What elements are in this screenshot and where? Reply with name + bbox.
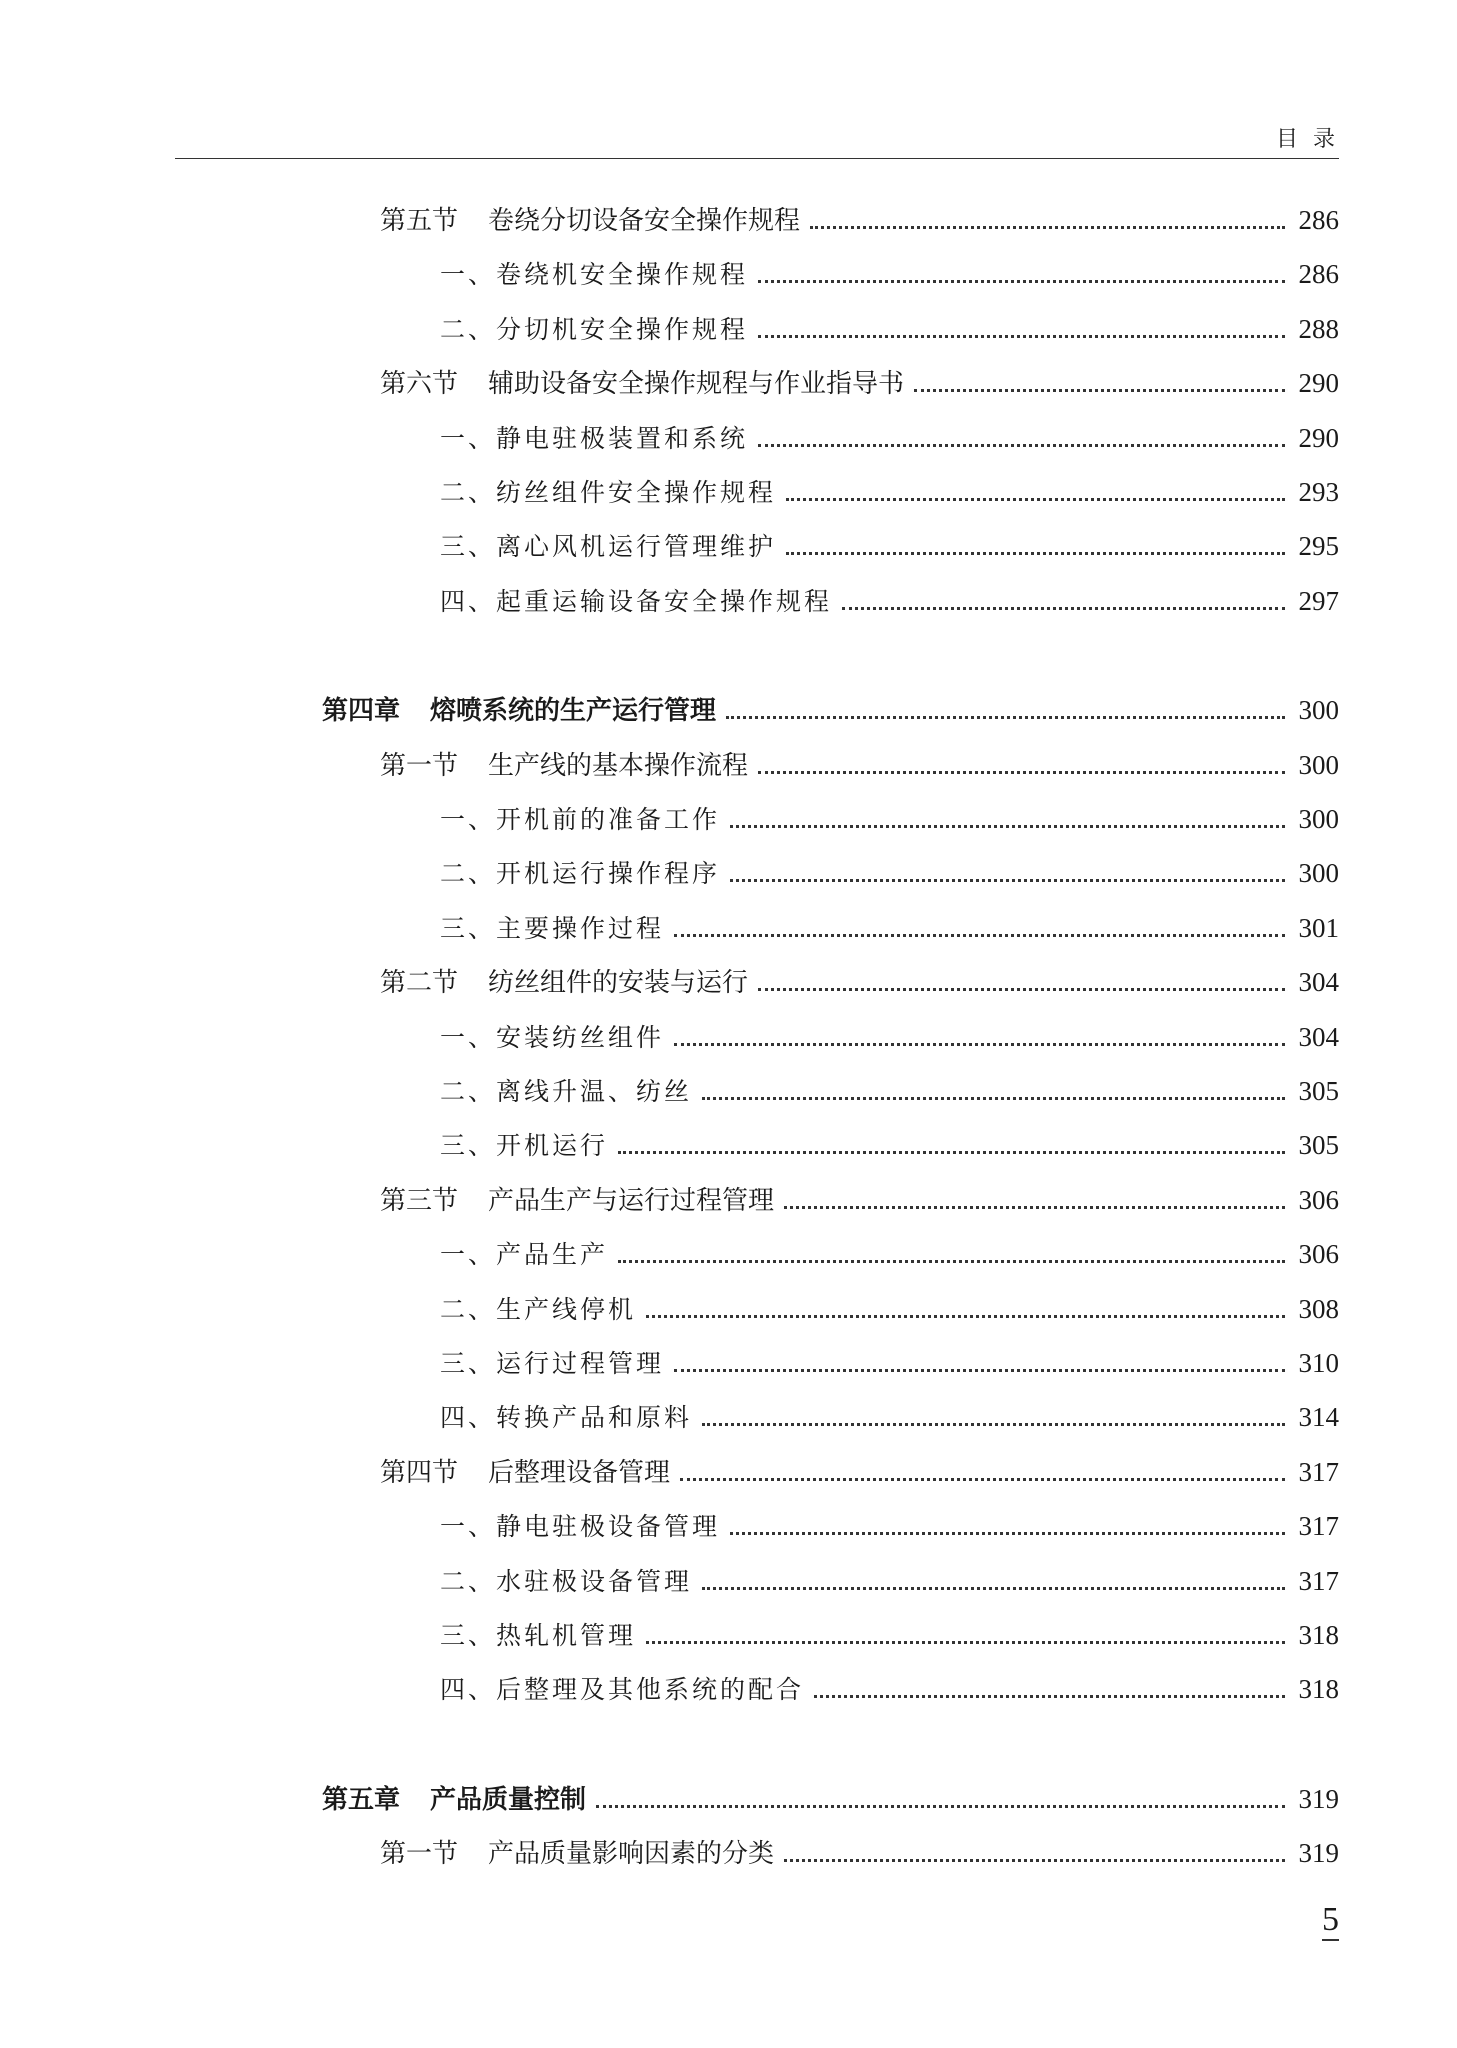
- toc-entry-section[interactable]: [380, 965, 1339, 999]
- dot-leader: [730, 879, 1285, 882]
- dot-leader: [786, 552, 1285, 555]
- toc-entry-title: 二、纺丝组件安全操作规程: [440, 478, 777, 507]
- toc-entry-label: [440, 1565, 692, 1599]
- toc-entry-title: 三、开机运行: [440, 1131, 609, 1161]
- toc-entry-section[interactable]: [380, 1455, 1339, 1489]
- toc-entry-title: 纺丝组件的安装与运行: [488, 968, 749, 999]
- toc-entry-title: 三、运行过程管理: [440, 1349, 665, 1378]
- toc-entry-item[interactable]: [440, 1292, 1339, 1326]
- toc-entry-label: [380, 204, 800, 238]
- toc-entry-title: 一、静电驻极设备管理: [440, 1512, 721, 1542]
- toc-entry-title: 四、转换产品和原料: [440, 1403, 693, 1433]
- toc-entry-page: 319: [1298, 1838, 1339, 1869]
- dot-leader: [702, 1097, 1285, 1100]
- toc-entry-page: 300: [1298, 858, 1339, 889]
- toc-entry-label: [380, 966, 748, 1000]
- toc-entry-label: [322, 1783, 586, 1817]
- toc-entry-label: [440, 1238, 608, 1272]
- toc-entry-item[interactable]: [440, 529, 1339, 563]
- toc-entry-title: 产品质量影响因素的分类: [488, 1839, 775, 1870]
- toc-entry-title: 一、静电驻极装置和系统: [440, 423, 749, 453]
- toc-entry-label: [380, 1456, 670, 1490]
- toc-entry-item[interactable]: [440, 1618, 1339, 1652]
- toc-entry-title: 三、离心风机运行管理维护: [440, 532, 777, 562]
- toc-entry-title: 二、开机运行操作程序: [440, 859, 721, 889]
- toc-entry-page: 317: [1298, 1511, 1339, 1542]
- toc-entry-title: 三、主要操作过程: [440, 913, 665, 943]
- toc-entry-label: [440, 1619, 636, 1653]
- dot-leader: [702, 1587, 1285, 1590]
- toc-entry-item[interactable]: [440, 257, 1339, 291]
- dot-leader: [842, 607, 1285, 610]
- toc-entry-title: 卷绕分切设备安全操作规程: [488, 206, 801, 236]
- dot-leader: [784, 1859, 1285, 1862]
- toc-entry-page: 318: [1298, 1620, 1339, 1650]
- toc-entry-item[interactable]: [440, 1672, 1339, 1706]
- toc-entry-title: 二、分切机安全操作规程: [440, 314, 749, 344]
- dot-leader: [786, 498, 1285, 501]
- toc-entry-section[interactable]: [380, 1836, 1339, 1870]
- dot-leader: [596, 1805, 1285, 1808]
- toc-entry-number: 第四节: [380, 1457, 459, 1488]
- toc-entry-label: [440, 1510, 720, 1544]
- toc-entry-label: [440, 912, 664, 946]
- dot-leader: [730, 825, 1285, 828]
- dot-leader: [702, 1423, 1285, 1426]
- toc-entry-label: [440, 258, 748, 292]
- toc-entry-item[interactable]: [440, 1074, 1339, 1108]
- toc-entry-label: [380, 1837, 774, 1871]
- toc-entry-section[interactable]: [380, 748, 1339, 782]
- toc-entry-label: [380, 367, 904, 401]
- toc-entry-label: [440, 1021, 664, 1055]
- toc-entry-title: 二、离线升温、纺丝: [440, 1077, 693, 1106]
- toc-entry-title: 辅助设备安全操作规程与作业指导书: [488, 369, 905, 400]
- running-header-title: 目 录: [1276, 127, 1339, 152]
- toc-entry-page: 305: [1298, 1130, 1339, 1161]
- toc-entry-title: 二、水驻极设备管理: [440, 1566, 693, 1596]
- toc-entry-page: 305: [1298, 1076, 1339, 1106]
- toc-entry-page: 317: [1298, 1565, 1339, 1596]
- dot-leader: [810, 226, 1285, 229]
- toc-entry-number: 第一节: [380, 750, 459, 781]
- toc-entry-page: 317: [1298, 1456, 1339, 1487]
- toc-entry-item[interactable]: [440, 1509, 1339, 1543]
- dot-leader: [914, 389, 1285, 392]
- dot-leader: [646, 1641, 1285, 1644]
- toc-entry-title: 一、产品生产: [440, 1240, 609, 1270]
- dot-leader: [758, 335, 1285, 338]
- toc-entry-title: 二、生产线停机: [440, 1294, 637, 1324]
- dot-leader: [674, 934, 1285, 937]
- toc-entry-label: [440, 585, 832, 619]
- toc-entry-item[interactable]: [440, 475, 1339, 509]
- dot-leader: [758, 771, 1285, 774]
- toc-entry-title: 一、卷绕机安全操作规程: [440, 260, 749, 290]
- dot-leader: [726, 716, 1285, 719]
- toc-entry-title: 四、起重运输设备安全操作规程: [440, 586, 833, 616]
- toc-entry-label: [440, 476, 776, 510]
- toc-entry-label: [440, 530, 776, 564]
- toc-entry-label: [440, 422, 748, 456]
- toc-entry-title: 一、开机前的准备工作: [440, 805, 721, 834]
- toc-entry-page: 300: [1298, 749, 1339, 780]
- toc-entry-item[interactable]: [440, 1237, 1339, 1271]
- toc-entry-label: [440, 313, 748, 347]
- toc-entry-title: 熔喷系统的生产运行管理: [430, 696, 717, 727]
- toc-entry-label: [440, 857, 720, 891]
- header-rule: [175, 158, 1339, 159]
- toc-entry-page: 297: [1298, 585, 1339, 616]
- toc-entry-label: [322, 694, 716, 728]
- toc-entry-page: 300: [1298, 804, 1339, 834]
- toc-entry-number: 第五节: [380, 206, 459, 236]
- toc-entry-label: [380, 1184, 774, 1218]
- toc-entry-page: 306: [1298, 1184, 1339, 1215]
- toc-entry-label: [440, 1401, 692, 1435]
- toc-entry-page: 318: [1298, 1674, 1339, 1705]
- toc-entry-item[interactable]: [440, 911, 1339, 945]
- dot-leader: [618, 1260, 1285, 1263]
- toc-entry-title: 一、安装纺丝组件: [440, 1022, 665, 1052]
- toc-entry-label: [440, 1075, 692, 1109]
- toc-entry-chapter[interactable]: [322, 1782, 1339, 1816]
- toc-entry-title: 产品生产与运行过程管理: [488, 1185, 775, 1216]
- toc-entry-title: 四、后整理及其他系统的配合: [440, 1675, 805, 1705]
- toc-entry-page: 310: [1298, 1348, 1339, 1378]
- dot-leader: [674, 1369, 1285, 1372]
- toc-entry-page: 300: [1298, 695, 1339, 726]
- toc-entry-section[interactable]: [380, 366, 1339, 400]
- toc-entry-page: 319: [1298, 1783, 1339, 1814]
- toc-entry-item[interactable]: [440, 1346, 1339, 1380]
- toc-entry-page: 295: [1298, 531, 1339, 562]
- toc-entry-page: 304: [1298, 967, 1339, 998]
- toc-entry-title: 产品质量控制: [430, 1784, 587, 1815]
- toc-entry-number: 第一节: [380, 1839, 459, 1870]
- dot-leader: [784, 1206, 1285, 1209]
- toc-entry-page: 286: [1298, 259, 1339, 290]
- toc-entry-label: [440, 1129, 608, 1163]
- toc-entry-item[interactable]: [440, 856, 1339, 890]
- toc-entry-page: 293: [1298, 477, 1339, 507]
- page-number: 5: [1322, 1903, 1339, 1941]
- toc-entry-number: 第五章: [322, 1784, 401, 1815]
- toc-entry-page: 308: [1298, 1293, 1339, 1324]
- toc-entry-section[interactable]: [380, 1183, 1339, 1217]
- toc-entry-item[interactable]: [440, 421, 1339, 455]
- dot-leader: [758, 444, 1285, 447]
- toc-entry-item[interactable]: [440, 584, 1339, 618]
- toc-entry-number: 第六节: [380, 369, 459, 400]
- toc-entry-item[interactable]: [440, 1128, 1339, 1162]
- dot-leader: [730, 1532, 1285, 1535]
- toc-entry-number: 第二节: [380, 968, 459, 999]
- toc-entry-page: 286: [1298, 205, 1339, 235]
- dot-leader: [674, 1043, 1285, 1046]
- toc-entry-item[interactable]: [440, 1564, 1339, 1598]
- toc-entry-title: 三、热轧机管理: [440, 1621, 637, 1650]
- dot-leader: [680, 1478, 1285, 1481]
- toc-entry-number: 第四章: [322, 696, 401, 727]
- toc-entry-label: [440, 1293, 636, 1327]
- toc-entry-chapter[interactable]: [322, 693, 1339, 727]
- toc-entry-page: 314: [1298, 1402, 1339, 1433]
- toc-entry-item[interactable]: [440, 1400, 1339, 1434]
- toc-entry-section[interactable]: [380, 203, 1339, 237]
- toc-entry-label: [380, 749, 748, 783]
- toc-entry-label: [440, 803, 720, 837]
- toc-entry-page: 288: [1298, 313, 1339, 344]
- toc-entry-page: 290: [1298, 422, 1339, 453]
- dot-leader: [758, 988, 1285, 991]
- toc-entry-label: [440, 1347, 664, 1381]
- toc-entry-page: 306: [1298, 1239, 1339, 1270]
- dot-leader: [758, 280, 1285, 283]
- toc-entry-title: 后整理设备管理: [488, 1457, 671, 1488]
- toc-entry-item[interactable]: [440, 1020, 1339, 1054]
- dot-leader: [814, 1695, 1285, 1698]
- toc-entry-page: 304: [1298, 1021, 1339, 1052]
- toc-entry-page: 290: [1298, 368, 1339, 399]
- toc-entry-label: [440, 1673, 804, 1707]
- toc-entry-title: 生产线的基本操作流程: [488, 750, 749, 781]
- toc-entry-page: 301: [1298, 912, 1339, 943]
- toc-entry-item[interactable]: [440, 802, 1339, 836]
- toc-entry-number: 第三节: [380, 1185, 459, 1216]
- dot-leader: [646, 1315, 1285, 1318]
- toc-entry-item[interactable]: [440, 312, 1339, 346]
- dot-leader: [618, 1151, 1285, 1154]
